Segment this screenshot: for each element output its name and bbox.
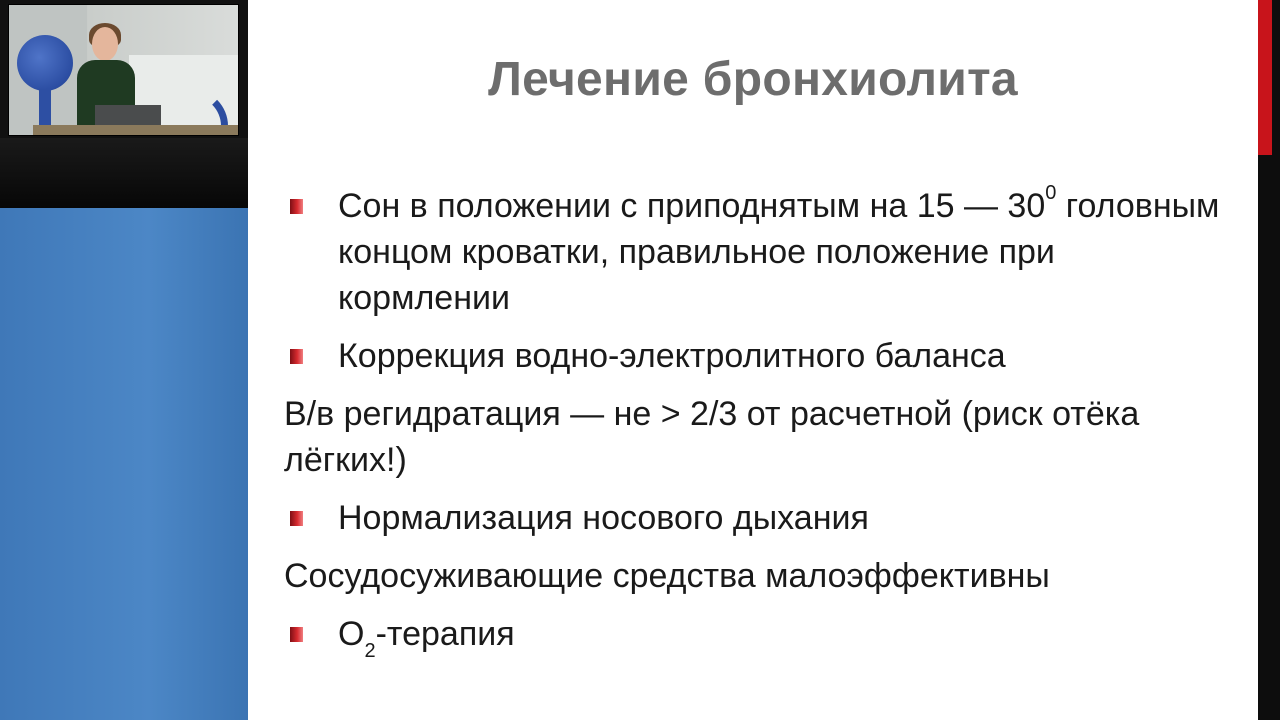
note-text: В/в регидратация — не > 2/3 от расчетной (риск отёка лёгких!) — [284, 395, 1140, 479]
note-text: Сосудосуживающие средства малоэффективны — [284, 557, 1050, 595]
webcam-underbar — [0, 138, 248, 208]
bullet-item — [284, 333, 1234, 379]
bullet-text-prefix: О — [338, 615, 365, 653]
red-accent-bar — [1258, 0, 1272, 155]
desk — [33, 125, 238, 135]
globe-logo-icon — [17, 35, 73, 91]
speaker-head — [92, 27, 118, 61]
slide — [248, 0, 1258, 720]
globe-stand — [39, 89, 51, 129]
bullet-text: Сон в положении с приподнятым на 15 — 30 — [338, 187, 1046, 225]
blue-side-panel — [0, 208, 248, 720]
slide-title: Лечение бронхиолита — [488, 53, 1018, 106]
bullet-text: Нормализация носового дыхания — [338, 499, 869, 537]
oxygen-subscript: 2 — [364, 639, 376, 662]
left-panel — [0, 0, 248, 720]
red-square-bullet-icon — [290, 199, 303, 214]
bullet-text: Коррекция водно-электролитного баланса — [338, 337, 1006, 375]
red-square-bullet-icon — [290, 349, 303, 364]
bullet-item — [284, 183, 1234, 321]
bullet-item — [284, 611, 1234, 662]
bullet-text-suffix: -терапия — [375, 615, 515, 653]
slide-content — [284, 183, 1234, 669]
bullet-text-continuation: головным концом кроватки, правильное положение при кормлении — [338, 187, 1220, 317]
speaker-webcam-video — [8, 4, 239, 136]
red-square-bullet-icon — [290, 511, 303, 526]
degree-superscript: 0 — [1045, 181, 1057, 204]
bullet-item — [284, 495, 1234, 541]
red-square-bullet-icon — [290, 627, 303, 642]
